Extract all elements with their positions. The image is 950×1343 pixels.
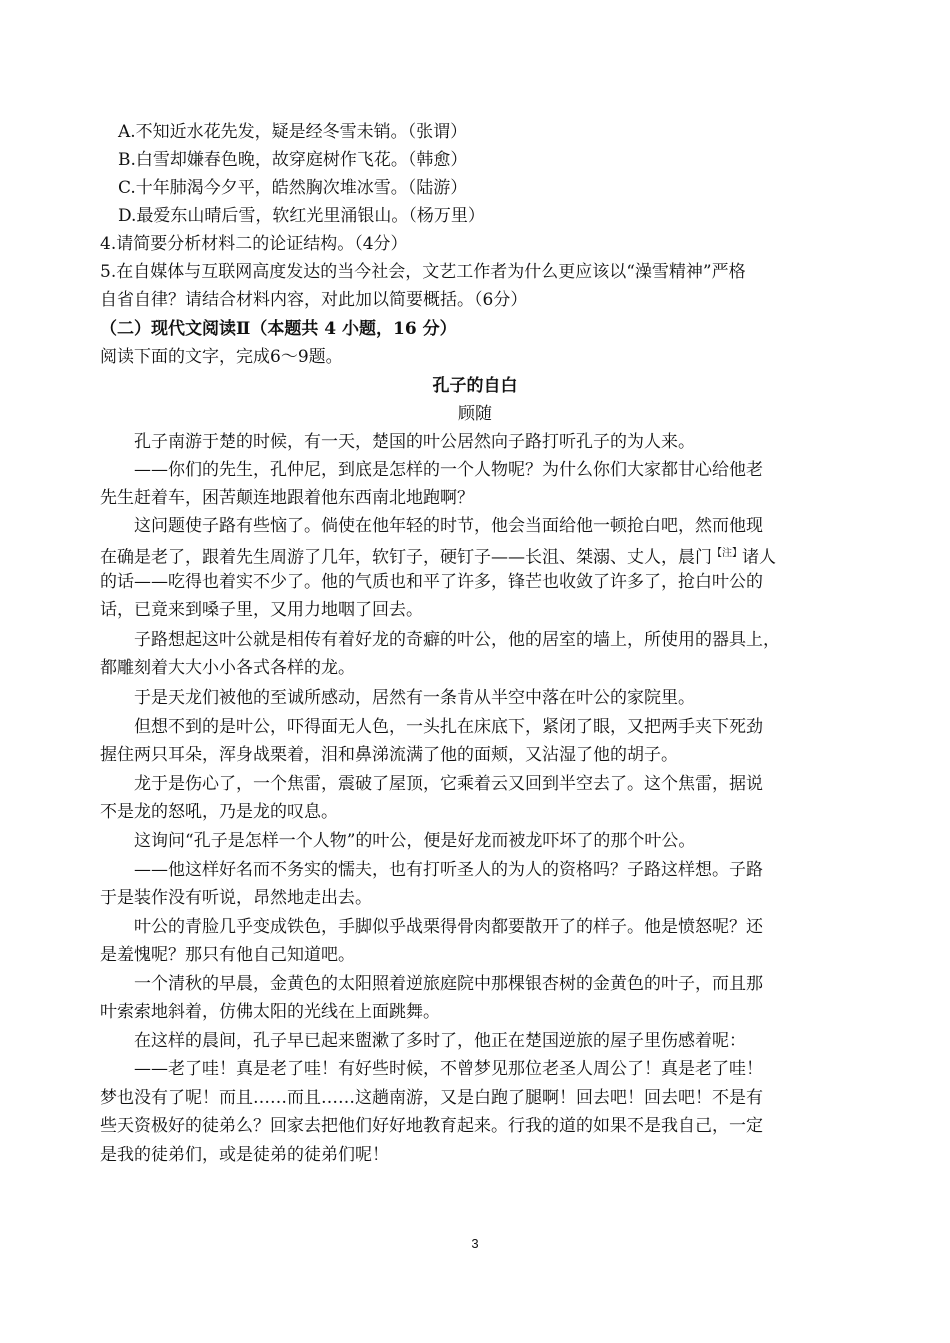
- article-line: 的话——吃得也着实不少了。他的气质也和平了许多，锋芒也收敛了许多了，抢白叶公的: [100, 572, 763, 592]
- article-line: 些天资极好的徒弟么？回家去把他们好好地教育起来。行我的道的如果不是我自己，一定: [100, 1116, 763, 1136]
- article-line: 子路想起这叶公就是相传有着好龙的奇癖的叶公，他的居室的墙上，所使用的器具上，: [134, 630, 780, 650]
- page-number: 3: [471, 1236, 479, 1251]
- article-line: 在这样的晨间，孔子早已起来盥漱了多时了，他正在楚国逆旅的屋子里伤感着呢：: [134, 1031, 746, 1051]
- article-line: 是羞愧呢？那只有他自己知道吧。: [100, 945, 355, 965]
- article-line: ——他这样好名而不务实的懦夫，也有打听圣人的为人的资格吗？子路这样想。子路: [134, 860, 763, 880]
- article-line: 这问题使子路有些恼了。倘使在他年轻的时节，他会当面给他一顿抢白吧，然而他现: [134, 516, 763, 536]
- article-author: 顾随: [458, 404, 492, 424]
- article-line: ——老了哇！真是老了哇！有好些时候，不曾梦见那位老圣人周公了！真是老了哇！: [134, 1059, 763, 1079]
- article-line: 都雕刻着大大小小各式各样的龙。: [100, 658, 355, 678]
- question-5-line-1: 5.在自媒体与互联网高度发达的当今社会，文艺工作者为什么更应该以“澡雪精神”严格: [100, 262, 746, 282]
- option-c: C.十年肺渴今夕平，皓然胸次堆冰雪。（陆游）: [118, 178, 468, 198]
- footnote-marker: 【注】: [712, 548, 742, 559]
- article-line: 是我的徒弟们，或是徒弟的徒弟们呢！: [100, 1145, 389, 1165]
- article-line: 梦也没有了呢！而且……而且……这趟南游，又是白跑了腿啊！回去吧！回去吧！不是有: [100, 1088, 763, 1108]
- article-line: [100, 542, 776, 570]
- option-d: D.最爱东山晴后雪，软红光里涌银山。（杨万里）: [118, 206, 485, 226]
- article-line: 叶索索地斜着，仿佛太阳的光线在上面跳舞。: [100, 1002, 440, 1022]
- article-line: 一个清秋的早晨，金黄色的太阳照着逆旅庭院中那棵银杏树的金黄色的叶子，而且那: [134, 974, 763, 994]
- article-line: 但想不到的是叶公，吓得面无人色，一头扎在床底下，紧闭了眼，又把两手夹下死劲: [134, 717, 763, 737]
- article-line: 于是装作没有听说，昂然地走出去。: [100, 888, 372, 908]
- option-b: B.白雪却嫌春色晚，故穿庭树作飞花。（韩愈）: [118, 150, 468, 170]
- article-line: 这询问“孔子是怎样一个人物”的叶公，便是好龙而被龙吓坏了的那个叶公。: [134, 831, 696, 851]
- article-title: 孔子的自白: [432, 376, 518, 396]
- article-line: 握住两只耳朵，浑身战栗着，泪和鼻涕流满了他的面颊，又沾湿了他的胡子。: [100, 745, 678, 765]
- article-line: 话，已竟来到嗓子里，又用力地咽了回去。: [100, 600, 423, 620]
- article-line-text: 在确是老了，跟着先生周游了几年，软钉子，硬钉子——长沮、桀溺、丈人，晨门: [100, 547, 712, 568]
- article-line: 于是天龙们被他的至诚所感动，居然有一条肯从半空中落在叶公的家院里。: [134, 688, 695, 708]
- option-a: A.不知近水花先发，疑是经冬雪未销。（张谓）: [118, 122, 468, 142]
- article-line: 不是龙的怒吼，乃是龙的叹息。: [100, 802, 338, 822]
- article-line: 先生赶着车，困苦颠连地跟着他东西南北地跑啊？: [100, 488, 474, 508]
- section-heading: （二）现代文阅读Ⅱ（本题共 4 小题，16 分）: [100, 319, 457, 339]
- article-line: 叶公的青脸几乎变成铁色，手脚似乎战栗得骨肉都要散开了的样子。他是愤怒呢？还: [134, 917, 763, 937]
- article-line: 龙于是伤心了，一个焦雷，震破了屋顶，它乘着云又回到半空去了。这个焦雷，据说: [134, 774, 763, 794]
- article-line: 孔子南游于楚的时候，有一天，楚国的叶公居然向子路打听孔子的为人来。: [134, 432, 695, 452]
- reading-instruction: 阅读下面的文字，完成6～9题。: [100, 347, 343, 367]
- question-5-line-2: 自省自律？请结合材料内容，对此加以简要概括。（6分）: [100, 290, 528, 310]
- question-4: 4.请简要分析材料二的论证结构。（4分）: [100, 234, 408, 254]
- article-line-text: 诸人: [742, 547, 776, 568]
- article-line: ——你们的先生，孔仲尼，到底是怎样的一个人物呢？为什么你们大家都甘心给他老: [134, 460, 763, 480]
